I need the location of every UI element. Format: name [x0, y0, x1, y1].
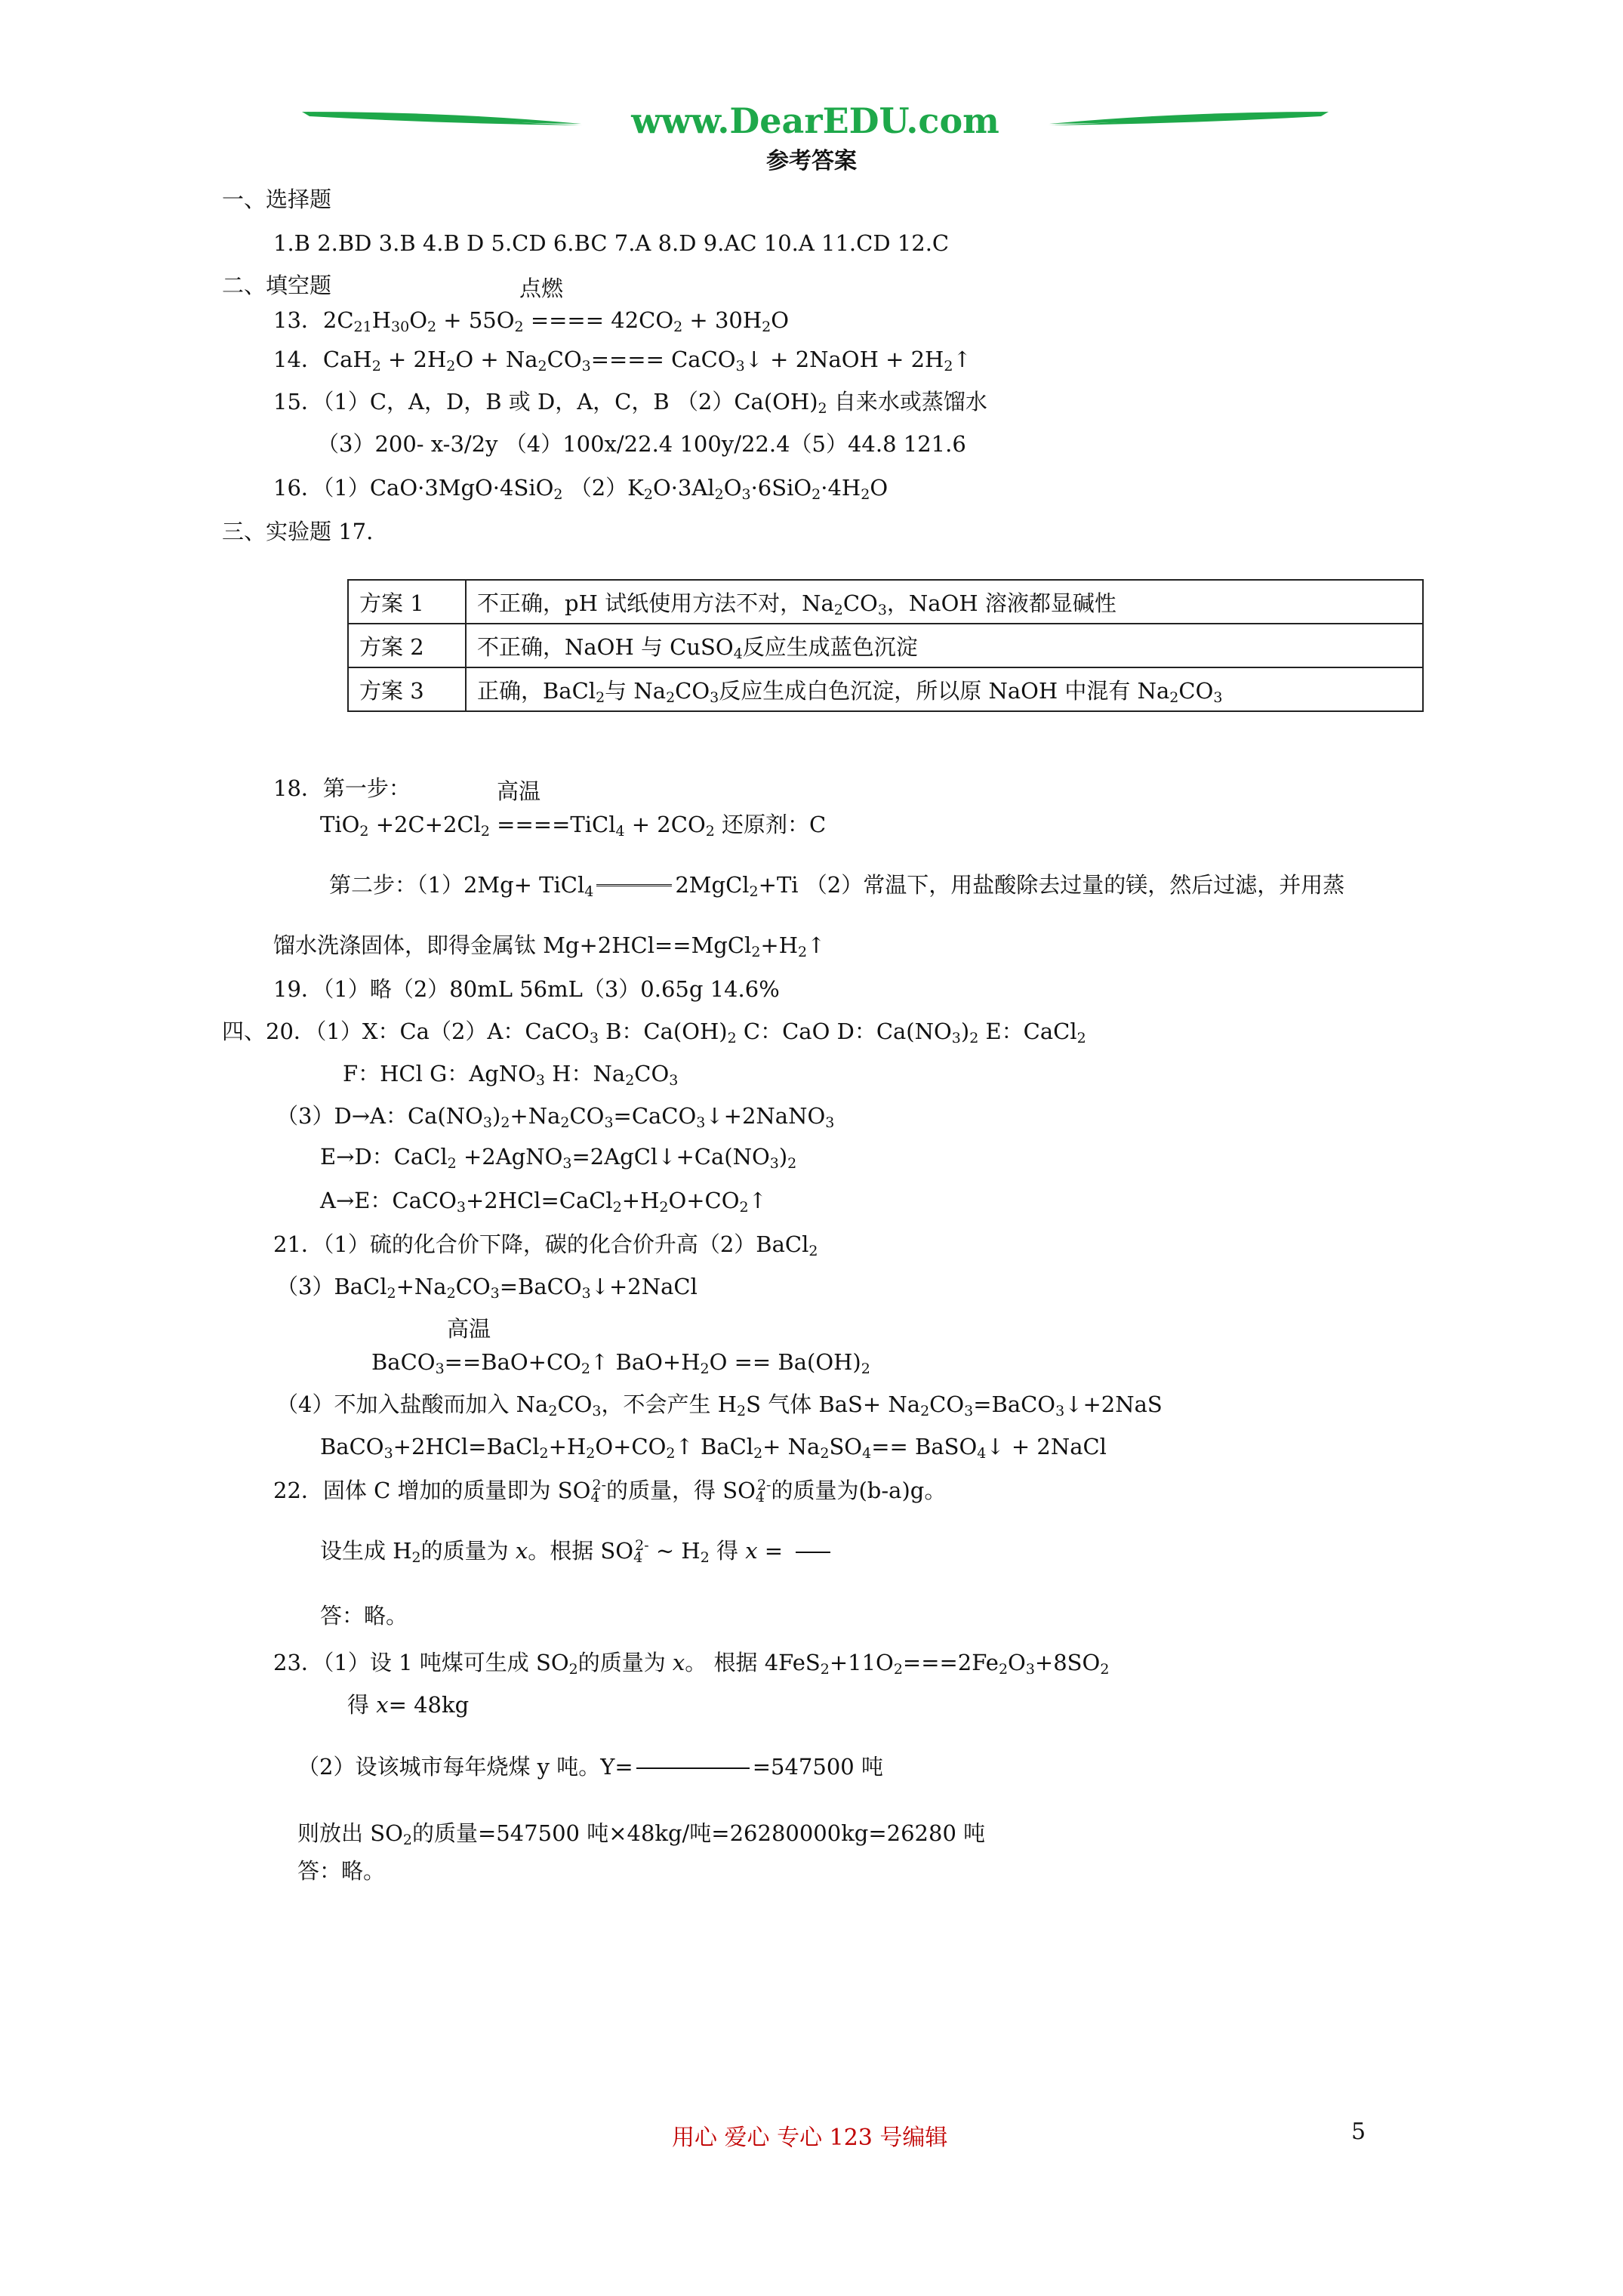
answer-19: 19．（1）略（2）80mL 56mL（3）0.65g 14.6% [273, 976, 780, 1002]
answer-20-line2: F：HCl G：AgNO$_3$ H：$Na_2CO_3$ [343, 1061, 679, 1089]
section-heading-choice: 一、选择题 [222, 186, 332, 212]
answer-18-step2b: 馏水洗涤固体，即得金属钛 $Mg+2HCl==MgCl_2+H_2↑$ [273, 932, 826, 960]
table-cell-label: 方案 3 [348, 667, 466, 711]
answer-14: 14．$CaH_2 + 2H_2O + Na_2CO_3====$ CaCO$_3$↓ + 2NaOH + $2H_2↑$ [273, 347, 972, 374]
page-number: 5 [1351, 2119, 1366, 2145]
table-row [348, 667, 1423, 711]
answer-13: 13．$2C_{21}H_{30}O_2 + 55O_2$ ==== $42CO_2 + 30H_2O$ [273, 307, 790, 335]
answer-22-line3: 答：略。 [320, 1603, 408, 1629]
answer-16: 16．（1）CaO·3MgO·4SiO$_2$ $(2)K_2O\cdot 3Al_2O_3\cdot 6SiO_2\cdot 4H_2O$ [273, 475, 888, 503]
answer-20-line3: （3）D→A：$Ca(NO_3)_2+Na_2CO_3=CaCO_3↓+2NaNO_3$ [276, 1103, 835, 1131]
answer-21-line4: （4）不加入盐酸而加入 $Na_2CO_3$，不会产生 $H_2S$ 气体 $BaS+ Na_2CO_3=BaCO_3↓+2NaS$ [276, 1391, 1163, 1419]
answer-20-line5: A→E：$CaCO_3+2HCl=CaCl_2+H_2O+CO_2↑$ [320, 1188, 767, 1216]
answer-18-head: 18．第一步： [273, 775, 411, 801]
answer-21-line5: $BaCO_3+2HCl=BaCl_2+H_2O+CO_2↑$ BaCl$_2$+ $Na_2SO_4==$ BaSO$_4$↓ + 2NaCl [320, 1434, 1107, 1462]
answer-18-equation: $TiO_2 +2C+2Cl_2$ ====TiCl$_4$ + $2CO_2$ 还原剂：C [320, 812, 827, 840]
answer-23-line1: 23．（1）设 1 吨煤可生成 $SO_2$的质量为 x。 根据 $4FeS_2+11O_2===2Fe_2O_3+8SO_2$ [273, 1650, 1110, 1678]
answer-21-line1: 21．（1）硫的化合价下降，碳的化合价升高（2）BaCl$_2$ [273, 1231, 818, 1259]
equals-bar [596, 884, 672, 889]
answer-20-line1: 四、20．（1）X：Ca（2）A：CaCO$_3$ B：$Ca(OH)_2$ C：CaO D：$Ca(NO_3)_2$ E：CaCl$_2$ [222, 1019, 1086, 1046]
fraction-bar [796, 1552, 830, 1553]
ignite-condition: 点燃 [519, 276, 564, 301]
answer-23-line5: 答：略。 [297, 1858, 386, 1884]
high-temp-condition: 高温 [497, 778, 541, 804]
table-cell-text: 正确，BaCl$_2$与 $Na_2CO_3$反应生成白色沉淀，所以原 NaOH 中混有 $Na_2CO_3$ [466, 667, 1423, 711]
section-heading-experiment: 三、实验题 17. [222, 519, 374, 544]
answer-22-line1: 22．固体 C 增加的质量即为 $SO_4^{2-}$的质量，得 $SO_4^{2-}$的质量为(b-a)g。 [273, 1477, 947, 1505]
fraction-bar [636, 1767, 750, 1769]
table-cell-text: 不正确，pH 试纸使用方法不对，$Na_2CO_3$，NaOH 溶液都显碱性 [466, 580, 1423, 624]
high-temp-condition-2: 高温 [447, 1316, 491, 1342]
answer-21-line2: $(3)BaCl_2+Na_2CO_3=BaCO_3↓+2NaCl$ [276, 1274, 698, 1302]
answer-15-line1: 15．（1）C，A，D，B 或 D，A，C，B $(2)Ca(OH)_2$ 自来水或蒸馏水 [273, 389, 987, 417]
answer-22-line2: 设生成 $H_2$的质量为 x。根据 $SO_4^{2-}$ ~ $H_2$ 得 x = [320, 1537, 830, 1564]
table-cell-label: 方案 1 [348, 580, 466, 624]
table-row [348, 624, 1423, 667]
answer-23-line2: 得 x= 48kg [347, 1692, 470, 1718]
footer-text: 用心 爱心 专心 123 号编辑 [672, 2125, 948, 2151]
answer-23-line4: 则放出 $SO_2$的质量=547500 吨×48kg/吨=26280000kg=26280 吨 [297, 1820, 986, 1848]
table-cell-label: 方案 2 [348, 624, 466, 667]
answer-20-line4: E→D：CaCl$_2$ $+2AgNO_3=2AgCl↓+Ca(NO_3)_2$ [320, 1144, 797, 1172]
plan-table [347, 579, 1424, 712]
table-cell-text: 不正确，NaOH 与 CuSO$_4$反应生成蓝色沉淀 [466, 624, 1423, 667]
table-row [348, 580, 1423, 624]
section-heading-fill: 二、填空题 [222, 273, 332, 298]
answer-21-line3: $BaCO_3==BaO+CO_2↑$ $BaO+H_2O == Ba(OH)_2$ [371, 1349, 870, 1377]
answer-15-line2: （3）200- x-3/2y （4）100x/22.4 100y/22.4（5）44.8 121.6 [317, 431, 966, 457]
logo-text: www.DearEDU.com [631, 100, 999, 141]
answer-18-step2: 第二步：（1）2Mg+ TiCl$_4$ 2MgCl$_2$+Ti （2）常温下，用盐酸除去过量的镁，然后过滤，并用蒸 [329, 872, 1345, 900]
page-title: 参考答案 [766, 148, 857, 174]
choice-answers: 1.B 2.BD 3.B 4.B D 5.CD 6.BC 7.A 8.D 9.AC 10.A 11.CD 12.C [273, 230, 950, 256]
answer-23-line3: （2）设该城市每年烧煤 y 吨。Y= =547500 吨 [297, 1754, 883, 1780]
